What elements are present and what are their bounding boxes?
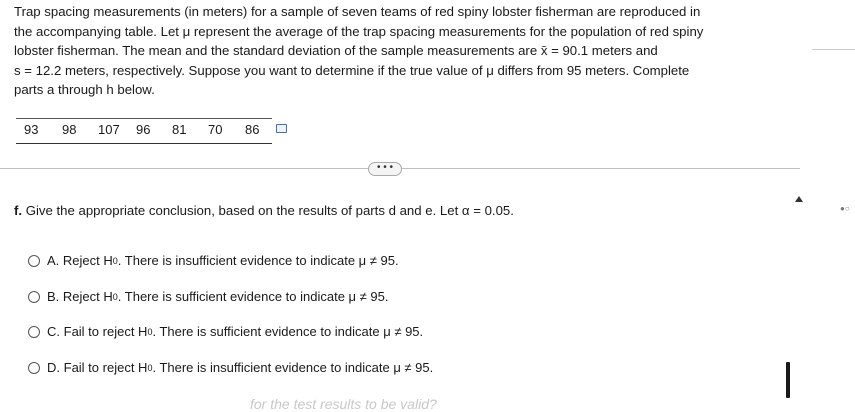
answer-option-c[interactable] [28,324,423,339]
option-text: Fail to reject H [63,324,148,339]
divider [812,49,855,50]
option-text: . There is sufficient evidence to indicate μ ≠ 95. [117,289,389,304]
table-cell: 98 [62,122,77,137]
data-table [16,118,272,144]
option-letter: D. [47,360,60,375]
radio-button[interactable] [28,326,40,338]
answer-option-d[interactable] [28,360,433,375]
table-cell: 86 [245,122,260,137]
problem-line: s = 12.2 meters, respectively. Suppose you want to determine if the true value of μ differs from 95 meters. Complete [14,62,690,78]
option-text: Reject H [62,289,113,304]
radio-button[interactable] [28,362,40,374]
table-cell: 70 [208,122,223,137]
subscript: 0 [147,362,153,373]
problem-line: lobster fisherman. The mean and the standard deviation of the sample measurements are x̄ = 90.1 meters and [14,43,658,58]
table-cell: 81 [172,122,187,137]
table-cell: 93 [24,122,39,137]
table-cell: 96 [136,122,151,137]
option-text: . There is insufficient evidence to indicate μ ≠ 95. [117,253,399,268]
answer-option-a[interactable] [28,253,399,268]
subscript: 0 [112,255,118,266]
option-letter: C. [47,324,60,339]
option-text: . There is insufficient evidence to indicate μ ≠ 95. [152,360,434,375]
problem-line: Trap spacing measurements (in meters) for a sample of seven teams of red spiny lobster fisherman are reproduced in [14,4,701,19]
radio-button[interactable] [28,291,40,303]
scroll-indicator-icon: ●○ [840,204,850,213]
option-letter: A. [47,253,60,268]
problem-line: the accompanying table. Let μ represent the average of the trap spacing measurements for the population of red spiny [14,23,704,39]
next-question-hint: for the test results to be valid? [250,396,437,412]
scrollbar-thumb[interactable] [786,362,790,398]
question-part: f. [14,203,23,218]
expand-button[interactable]: • • • [368,162,402,176]
table-cell: 107 [98,122,120,137]
subscript: 0 [112,291,118,302]
scroll-up-icon[interactable] [795,196,803,202]
question-text: Give the appropriate conclusion, based on the results of parts d and e. Let α = 0.05. [25,203,514,218]
copy-icon[interactable] [276,124,287,133]
option-letter: B. [47,289,60,304]
subscript: 0 [147,326,153,337]
problem-statement [14,2,804,100]
answer-option-b[interactable] [28,289,388,304]
question-prompt [14,203,514,218]
option-text: Fail to reject H [63,360,148,375]
option-text: Reject H [62,253,113,268]
radio-button[interactable] [28,255,40,267]
option-text: . There is sufficient evidence to indicate μ ≠ 95. [152,324,424,339]
problem-line: parts a through h below. [14,82,155,97]
